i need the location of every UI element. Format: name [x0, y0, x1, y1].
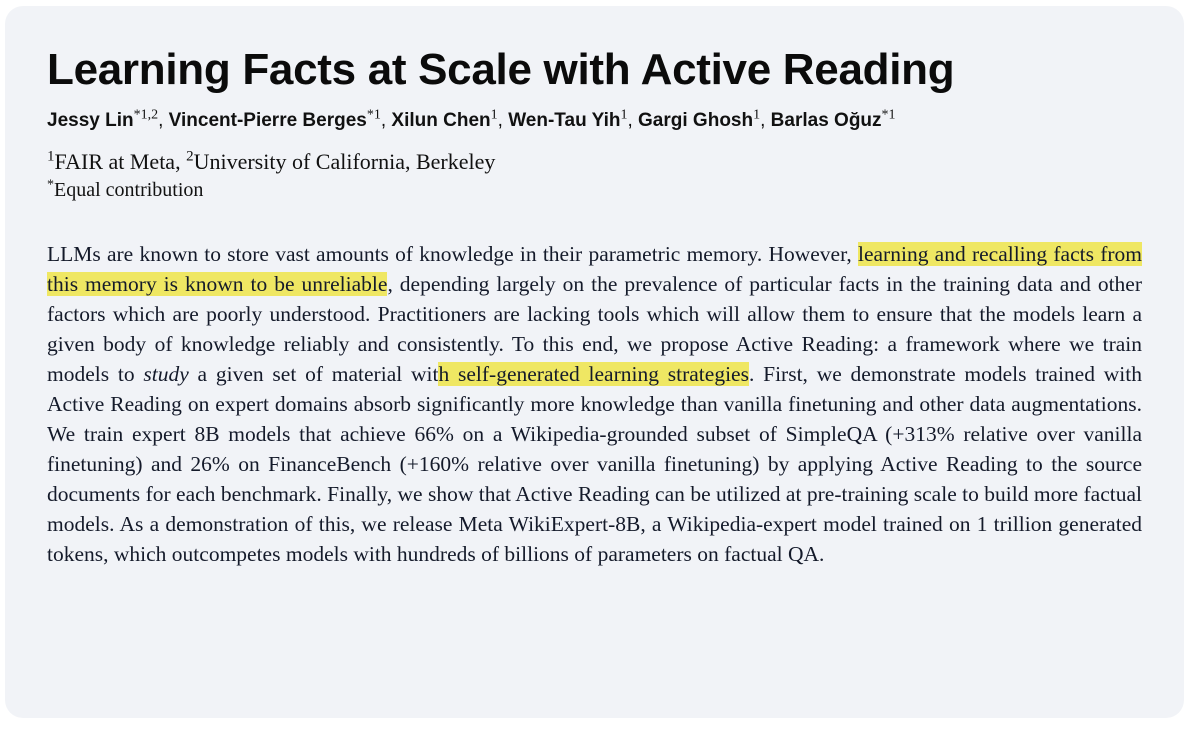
author: Vincent-Pierre Berges$^{*1}$ [168, 107, 381, 131]
highlight: h self-generated learning strategies [438, 362, 749, 386]
emphasis: study [143, 362, 189, 386]
author: Xilun Chen$^1$ [391, 107, 498, 131]
equal-contribution-note: *Equal contribution [47, 177, 204, 201]
author-marks: 1 [620, 107, 628, 123]
author: Barlas Oğuz$^{*1}$ [770, 107, 896, 131]
author-marks: 1 [753, 107, 761, 123]
author: Gargi Ghosh$^1$ [638, 107, 761, 131]
author-marks: *1,2 [133, 107, 159, 123]
abstract: LLMs are known to store vast amounts of knowledge in their parametric memory. However, learning and recalling facts from this memory is known to be unreliable, depending largely on the prevalence of particular facts in the training data and other factors which are poorly understood. Practitioners are lacking tools which will allow them to ensure that the models learn a given body of knowledge reliably and consistently. To this end, we propose Active Reading: a framework where we train models to study a given set of material with self-generated learning strategies. First, we demonstrate models trained with Active Reading on expert domains absorb significantly more knowledge than vanilla finetuning and other data augmentations. We train expert 8B models that achieve 66% on a Wikipedia-grounded subset of SimpleQA (+313% relative over vanilla finetuning) and 26% on FinanceBench (+160% relative over vanilla finetuning) by applying Active Reading to the source documents for each benchmark. Finally, we show that Active Reading can be utilized at pre-training scale to build more factual models. As a demonstration of this, we release Meta WikiExpert-8B, a Wikipedia-expert model trained on 1 trillion generated tokens, which outcompetes models with hundreds of billions of parameters on factual QA. [47, 242, 1142, 566]
highlight: learning and recalling facts from this memory is known to be unreliable [47, 242, 1142, 296]
author-marks: *1 [881, 107, 896, 123]
author-list: Jessy Lin$^{*1,2}$, Vincent-Pierre Berges$^{*1}$, Xilun Chen$^1$, Wen-Tau Yih$^1$, Gargi Ghosh$^1$, Barlas Oğuz$^{*1}$ [47, 107, 896, 131]
affiliation-meta: FAIR at Meta, [54, 149, 187, 174]
author: Jessy Lin$^{*1,2}$ [47, 107, 159, 131]
affiliations: $^1$FAIR at Meta, $^2$University of California, Berkeley [47, 148, 496, 174]
affiliation-berkeley: University of California, Berkeley [193, 149, 496, 174]
author-marks: 1 [490, 107, 498, 123]
paper-card [5, 6, 1184, 718]
author: Wen-Tau Yih$^1$ [508, 107, 628, 131]
paper-title: Learning Facts at Scale with Active Reading [47, 45, 955, 94]
author-marks: *1 [366, 107, 381, 123]
